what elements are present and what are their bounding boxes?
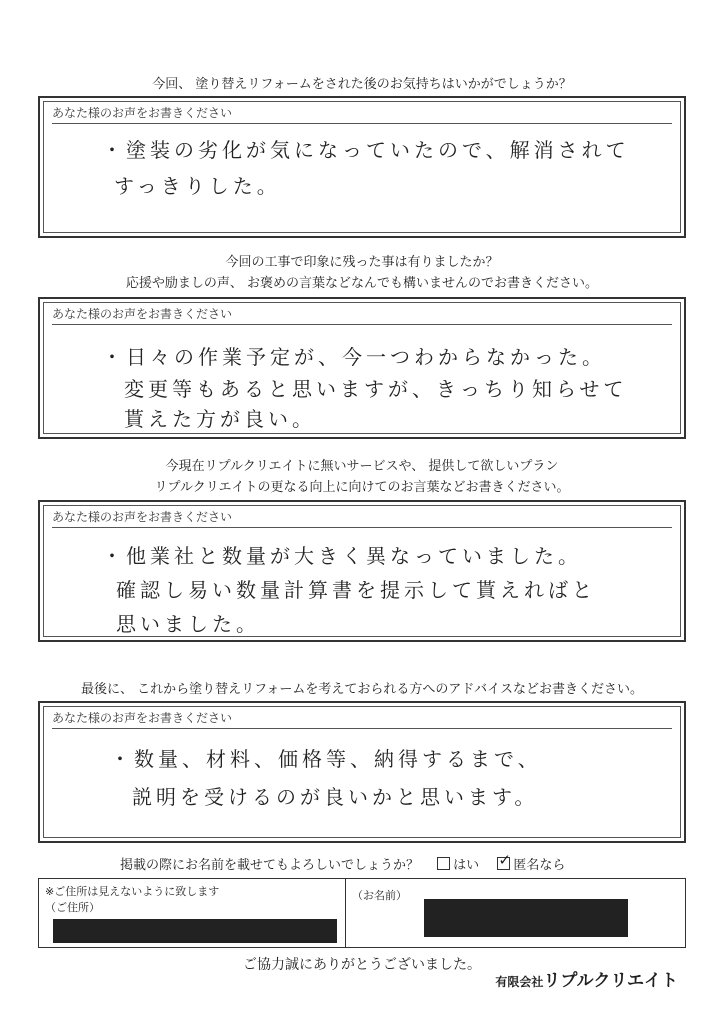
company-name: リプルクリエイト [543, 971, 678, 991]
name-cell [346, 879, 685, 947]
address-label: （ご住所） [45, 901, 100, 914]
question-3-line-1: 今現在リプルクリエイトに無いサービスや、 提供して欲しいプラン [165, 459, 559, 474]
anonymous-checkbox[interactable] [497, 857, 510, 870]
question-4-line-1: 最後に、 これから塗り替えリフォームを考えておられる方へのアドバイスなどお書きください。 [80, 682, 644, 697]
answer-3-line-1: ・他業社と数量が大きく異なっていました。 [102, 544, 582, 568]
address-cell [39, 879, 346, 947]
thanks-message: ご協力誠にありがとうございました。 [243, 957, 481, 973]
box-label-2: あなた様のお声をお書きください [52, 305, 672, 325]
anonymous-label: 匿名なら [513, 858, 566, 873]
yes-checkbox[interactable] [437, 857, 450, 870]
box-label-1: あなた様のお声をお書きください [52, 104, 672, 124]
name-redaction [424, 899, 628, 937]
question-3 [0, 456, 724, 498]
answer-2-line-3: 貰えた方が良い。 [124, 407, 316, 431]
question-2 [0, 252, 724, 294]
address-note: ※ご住所は見えないように致します [45, 885, 220, 898]
name-label: （お名前） [352, 889, 407, 902]
consent-row [120, 854, 565, 873]
answer-4-line-1: ・数量、材料、価格等、納得するまで、 [110, 747, 542, 771]
answer-3-line-2: 確認し易い数量計算書を提示して貰えればと [116, 578, 596, 602]
contact-table [38, 878, 686, 948]
yes-label: はい [453, 858, 480, 873]
company-logo [495, 966, 678, 991]
question-3-line-2: リプルクリエイトの更なる向上に向けてのお言葉などお書きください。 [154, 480, 570, 495]
box-label-4: あなた様のお声をお書きください [52, 709, 672, 729]
box-label-3: あなた様のお声をお書きください [52, 508, 672, 528]
answer-4-line-2: 説明を受けるのが良いかと思います。 [132, 785, 539, 809]
question-2-line-1: 今回の工事で印象に残った事は有りましたか？ [225, 255, 499, 270]
answer-3-line-3: 思いました。 [116, 612, 260, 636]
answer-box-4 [38, 701, 686, 843]
answer-2-line-1: ・日々の作業予定が、今一つわからなかった。 [102, 345, 606, 369]
answer-box-1 [38, 96, 686, 238]
answer-1-line-1: ・塗装の劣化が気になっていたので、解消されて [102, 138, 630, 162]
consent-question: 掲載の際にお名前を載せてもよろしいでしょうか？ [120, 858, 420, 873]
question-2-line-2: 応援や励ましの声、 お褒めの言葉などなんでも構いませんのでお書きください。 [125, 276, 599, 291]
question-1 [0, 74, 724, 95]
question-1-line-1: 今回、 塗り替えリフォームをされた後のお気持ちはいかがでしょうか？ [152, 77, 572, 92]
question-4 [0, 679, 724, 700]
company-prefix: 有限会社 [495, 975, 544, 989]
answer-1-line-2: すっきりした。 [114, 174, 281, 198]
address-redaction [53, 919, 337, 943]
answer-2-line-2: 変更等もあると思いますが、きっちり知らせて [124, 377, 628, 401]
answer-box-2 [38, 297, 686, 439]
answer-box-3 [38, 500, 686, 642]
